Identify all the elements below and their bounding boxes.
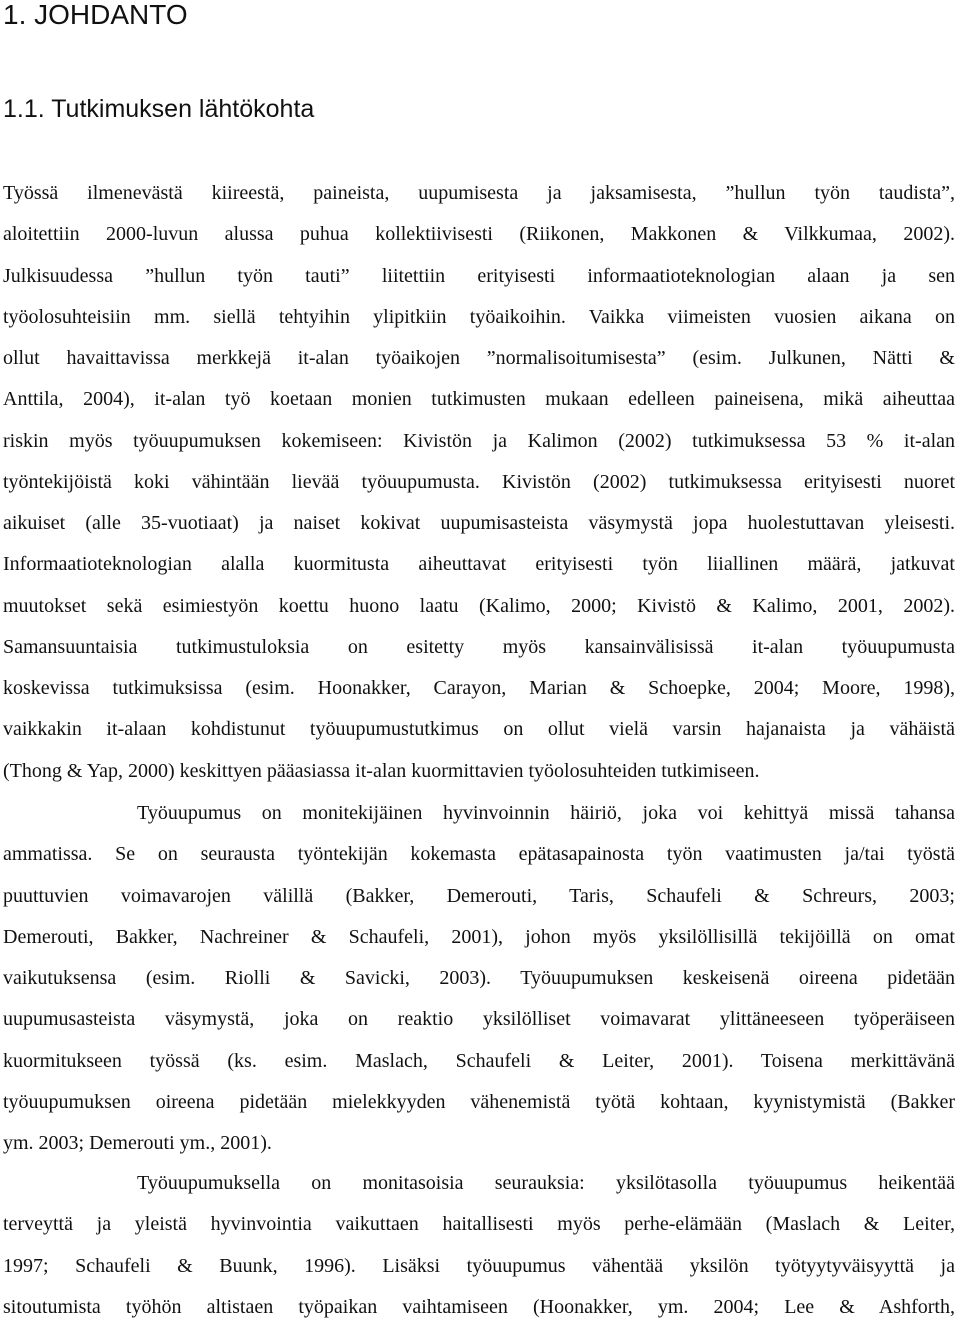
- paragraph-line: ammatissa. Se on seurausta työntekijän kokemasta epätasapainosta työn vaatimusten ja/tai työstä: [3, 843, 955, 866]
- paragraph-3: [3, 1163, 955, 1328]
- paragraph-line: uupumusasteista väsymystä, joka on reaktio yksilölliset voimavarat ylittäneeseen työperäiseen: [3, 1008, 955, 1031]
- chapter-heading: 1. JOHDANTO: [3, 0, 188, 30]
- paragraph-line: Informaatioteknologian alalla kuormitusta aiheuttavat erityisesti työn liiallinen määrä, jatkuvat: [3, 553, 955, 576]
- paragraph-line: Demerouti, Bakker, Nachreiner & Schaufeli, 2001), johon myös yksilöllisillä tekijöillä on omat: [3, 925, 955, 948]
- paragraph-1: [3, 173, 955, 792]
- paragraph-line: Samansuuntaisia tutkimustuloksia on esitetty myös kansainvälisissä it-alan työuupumusta: [3, 635, 955, 658]
- paragraph-line: työolosuhteisiin mm. siellä tehtyihin ylipitkiin työaikoihin. Vaikka viimeisten vuosien aikana on: [3, 305, 955, 328]
- paragraph-line: terveyttä ja yleistä hyvinvointia vaikuttaen haitallisesti myös perhe-elämään (Maslach & Leiter,: [3, 1213, 955, 1236]
- paragraph-line: ollut havaittavissa merkkejä it-alan työaikojen ”normalisoitumisesta” (esim. Julkunen, Nätti &: [3, 347, 955, 369]
- paragraph-2: [3, 793, 955, 1164]
- paragraph-line: kuormitukseen työssä (ks. esim. Maslach, Schaufeli & Leiter, 2001). Toisena merkittävänä: [3, 1049, 955, 1072]
- paragraph-line: Julkisuudessa ”hullun työn tauti” liitettiin erityisesti informaatioteknologian alaan ja sen: [3, 264, 955, 287]
- paragraph-line: koskevissa tutkimuksissa (esim. Hoonakker, Carayon, Marian & Schoepke, 2004; Moore, 1998),: [3, 677, 955, 699]
- paragraph-line: vaikkakin it-alaan kohdistunut työuupumustutkimus on ollut vielä varsin hajanaista ja vähäistä: [3, 718, 955, 741]
- paragraph-line: Työssä ilmenevästä kiireestä, paineista, uupumisesta ja jaksamisesta, ”hullun työn taudista”,: [3, 182, 955, 204]
- paragraph-line: vaikutuksensa (esim. Riolli & Savicki, 2003). Työuupumuksen keskeisenä oireena pidetään: [3, 967, 955, 989]
- paragraph-line: aloitettiin 2000-luvun alussa puhua kollektiivisesti (Riikonen, Makkonen & Vilkkumaa, 2002).: [3, 223, 955, 246]
- paragraph-line: ym. 2003; Demerouti ym., 2001).: [3, 1132, 272, 1154]
- paragraph-line: aikuiset (alle 35-vuotiaat) ja naiset kokivat uupumisasteista väsymystä jopa huolestuttavan yleisesti.: [3, 512, 955, 534]
- paragraph-line: Työuupumus on monitekijäinen hyvinvoinnin häiriö, joka voi kehittyä missä tahansa: [137, 802, 955, 824]
- paragraph-line: Anttila, 2004), it-alan työ koetaan monien tutkimusten mukaan edelleen paineisena, mikä aiheuttaa: [3, 388, 955, 411]
- paragraph-line: muutokset sekä esimiestyön koettu huono laatu (Kalimo, 2000; Kivistö & Kalimo, 2001, 2002).: [3, 594, 955, 617]
- paragraph-line: sitoutumista työhön altistaen työpaikan vaihtamiseen (Hoonakker, ym. 2004; Lee & Ashforth,: [3, 1295, 955, 1318]
- section-heading: 1.1. Tutkimuksen lähtökohta: [3, 95, 315, 123]
- paragraph-line: 1997; Schaufeli & Buunk, 1996). Lisäksi työuupumus vähentää yksilön työtyytyväisyyttä ja: [3, 1254, 955, 1277]
- paragraph-line: työntekijöistä koki vähintään lievää työuupumusta. Kivistön (2002) tutkimuksessa erityisesti nuoret: [3, 470, 955, 493]
- paragraph-line: Työuupumuksella on monitasoisia seurauksia: yksilötasolla työuupumus heikentää: [137, 1172, 955, 1194]
- paragraph-line: työuupumuksen oireena pidetään mielekkyyden vähenemistä työtä kohtaan, kyynistymistä (Bakker: [3, 1090, 955, 1113]
- paragraph-line: riskin myös työuupumuksen kokemiseen: Kivistön ja Kalimon (2002) tutkimuksessa 53 % it-alan: [3, 429, 955, 452]
- paragraph-line: puuttuvien voimavarojen välillä (Bakker, Demerouti, Taris, Schaufeli & Schreurs, 2003;: [3, 884, 955, 907]
- paragraph-line: (Thong & Yap, 2000) keskittyen pääasiassa it-alan kuormittavien työolosuhteiden tutkimiseen.: [3, 759, 760, 782]
